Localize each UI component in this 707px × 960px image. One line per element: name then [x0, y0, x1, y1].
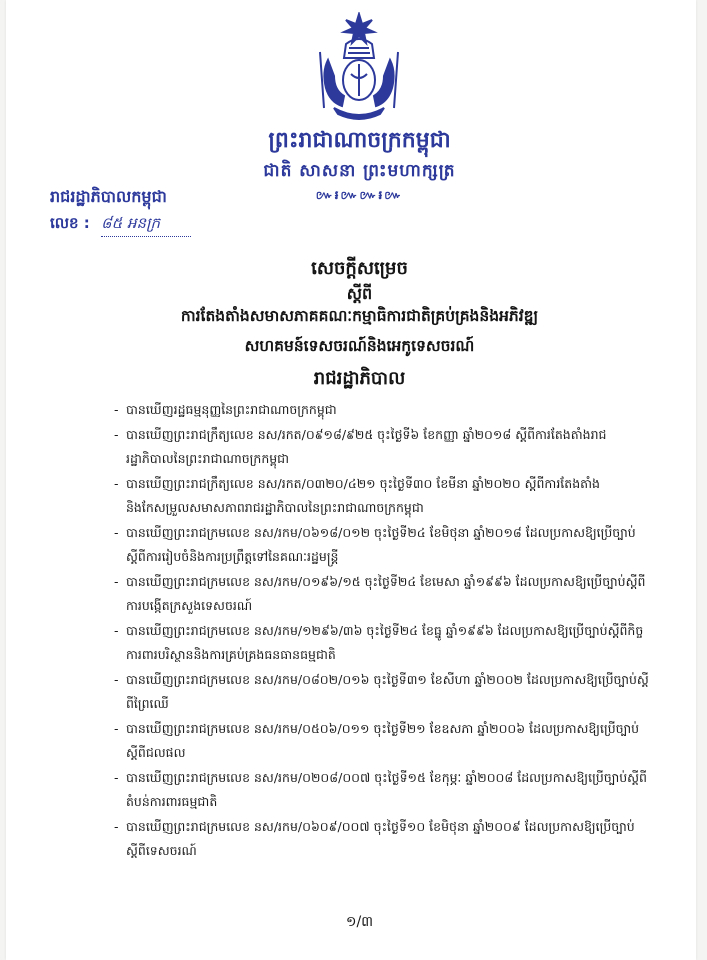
reference-label: លេខ : [50, 214, 90, 232]
clause-item: - បានឃើញព្រះរាជក្រមលេខ នស/រកម/០៦១៨/០១២ ចុះថ្ងៃទី២៤ ខែមិថុនា ឆ្នាំ២០១៨ ដែលប្រកាសឱ្យប្រើច្បាប់ស្តីពីការរៀបចំនិងការប្រព្រឹត្តទៅនៃគណៈរដ្ឋមន្ត្រី [114, 521, 654, 569]
clause-item: - បានឃើញព្រះរាជក្រមលេខ នស/រកម/០១៩៦/១៥ ចុះថ្ងៃទី២៤ ខែមេសា ឆ្នាំ១៩៩៦ ដែលប្រកាសឱ្យប្រើច្បាប់ស្តីពីការបង្កើតក្រសួងទេសចរណ៍ [114, 570, 654, 618]
national-motto: ជាតិ សាសនា ព្រះមហាក្សត្រ [263, 161, 456, 181]
clause-item: - បានឃើញព្រះរាជក្រមលេខ នស/រកម/០៥០៦/០១១ ចុះថ្ងៃទី២១ ខែឧសភា ឆ្នាំ២០០៦ ដែលប្រកាសឱ្យប្រើច្បាប់ស្តីពីជលផល [114, 717, 654, 765]
royal-coat-of-arms-icon [304, 12, 414, 122]
document-type-text: សេចក្តីសម្រេច [311, 258, 408, 279]
authority-text: រាជរដ្ឋាភិបាល [313, 368, 406, 389]
clause-item: - បានឃើញព្រះរាជក្រឹត្យលេខ នស/រកត/០៣២០/៤២១ ចុះថ្ងៃទី៣០ ខែមីនា ឆ្នាំ២០២០ ស្តីពីការតែងតាំងនិងកែសម្រួលសមាសភាពរាជរដ្ឋាភិបាលនៃព្រះរាជាណាចក្រកម្ពុជា [114, 472, 654, 520]
document-type [6, 256, 707, 283]
clause-item: - បានឃើញព្រះរាជក្រមលេខ នស/រកម/០២០៨/០០៧ ចុះថ្ងៃទី១៥ ខែកុម្ភៈ ឆ្នាំ២០០៨ ដែលប្រកាសឱ្យប្រើច្បាប់ស្តីពីតំបន់ការពារធម្មជាតិ [114, 766, 654, 814]
kingdom-name: ព្រះរាជាណាចក្រកម្ពុជា [268, 128, 451, 153]
document-page [6, 0, 696, 960]
document-authority [6, 366, 707, 393]
document-subject-line-2 [6, 336, 707, 359]
document-subject-line-1 [6, 306, 707, 329]
preamble-clauses [114, 398, 654, 864]
clause-item: - បានឃើញព្រះរាជក្រមលេខ នស/រកម/០៦០៩/០០៧ ចុះថ្ងៃទី១០ ខែមិថុនា ឆ្នាំ២០០៩ ដែលប្រកាសឱ្យប្រើច្បាប់ស្តីពីទេសចរណ៍ [114, 815, 654, 863]
ornament-divider: ៚៛៚៚៛៚ [315, 188, 404, 202]
clause-item: - បានឃើញរដ្ឋធម្មនុញ្ញនៃព្រះរាជាណាចក្រកម្ពុជា [114, 398, 654, 422]
document-about-text: ស្តីពី [346, 284, 373, 303]
clause-item: - បានឃើញព្រះរាជក្រមលេខ នស/រកម/០៨០២/០១៦ ចុះថ្ងៃទី៣១ ខែសីហា ឆ្នាំ២០០២ ដែលប្រកាសឱ្យប្រើច្បាប់ស្តីពីព្រៃឈើ [114, 668, 654, 716]
reference-value: ៨៥ អនក្រ [101, 214, 191, 237]
issuer-name: រាជរដ្ឋាភិបាលកម្ពុជា [50, 187, 167, 206]
subject-line-2-text: សហគមន៍ទេសចរណ៍និងអេកូទេសចរណ៍ [244, 337, 475, 355]
clause-item: - បានឃើញព្រះរាជក្រឹត្យលេខ នស/រកត/០៩១៨/៩២៥ ចុះថ្ងៃទី៦ ខែកញ្ញា ឆ្នាំ២០១៨ ស្តីពីការតែងតាំងរាជរដ្ឋាភិបាលនៃព្រះរាជាណាចក្រកម្ពុជា [114, 423, 654, 471]
reference-number [50, 214, 191, 237]
page-number: ១/៣ [345, 914, 374, 930]
document-about [6, 283, 707, 307]
subject-line-1-text: ការតែងតាំងសមាសភាគគណៈកម្មាធិការជាតិគ្រប់គ្រងនិងអភិវឌ្ឍ [180, 307, 539, 325]
clause-item: - បានឃើញព្រះរាជក្រមលេខ នស/រកម/១២៩៦/៣៦ ចុះថ្ងៃទី២៤ ខែធ្នូ ឆ្នាំ១៩៩៦ ដែលប្រកាសឱ្យប្រើច្បាប់ស្តីពីកិច្ចការពារបរិស្ថាននិងការគ្រប់គ្រងធនធានធម្មជាតិ [114, 619, 654, 667]
